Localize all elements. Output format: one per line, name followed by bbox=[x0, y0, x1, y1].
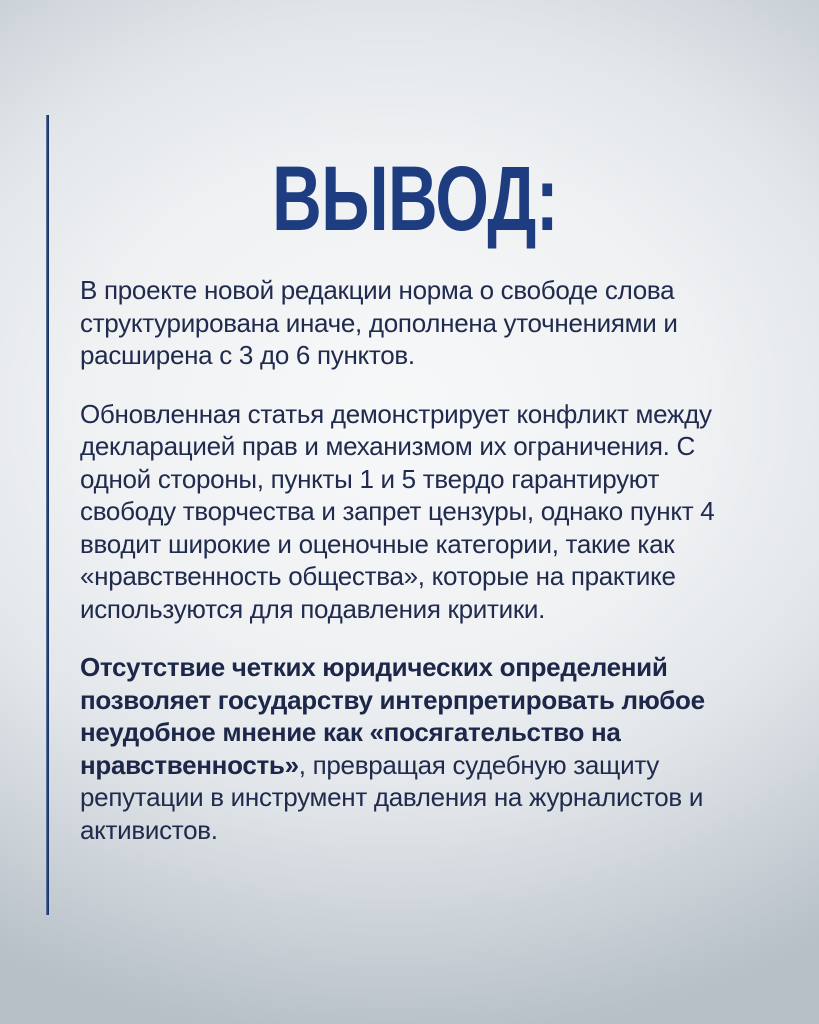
conclusion-bold-text: Отсутствие четких юридических определений позволяет государству интерпретировать любое неудобное мнение как «посягательство на нравственность» bbox=[80, 652, 705, 780]
paragraph-conclusion bbox=[80, 651, 750, 846]
vertical-accent-line bbox=[46, 115, 49, 915]
page-title: ВЫВОД: bbox=[272, 148, 558, 250]
conclusion-regular-text: , превращая судебную защиту репутации в инструмент давления на журналистов и активистов. bbox=[80, 749, 704, 845]
paragraph-intro: В проекте новой редакции норма о свободе слова структурирована иначе, дополнена уточнениями и расширена с 3 до 6 пунктов. bbox=[80, 275, 678, 370]
paragraph-analysis: Обновленная статья демонстрирует конфликт между декларацией прав и механизмом их ограничения. С одной стороны, пункты 1 и 5 твердо гарантируют свободу творчества и запрет цензуры, однако пункт 4 вводит широкие и оценочные категории, такие как «нравственность общества», которые на практике используются для подавления критики. bbox=[80, 398, 715, 624]
card-content bbox=[80, 0, 750, 872]
